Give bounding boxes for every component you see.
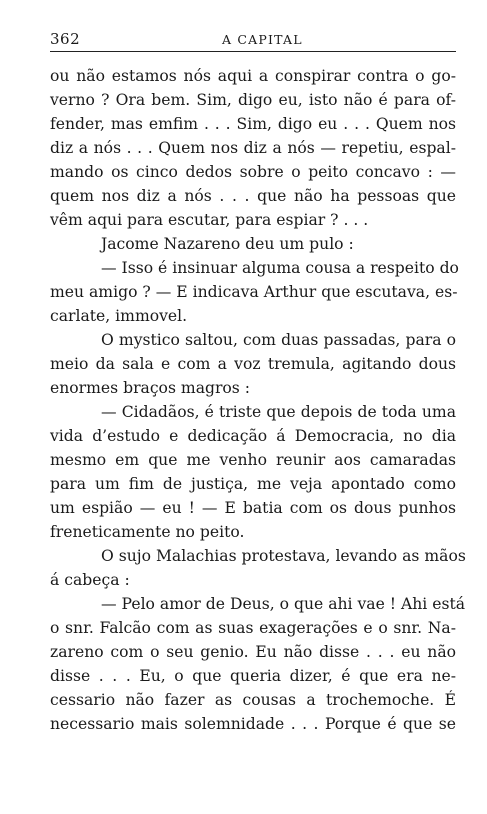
text-line: — Isso é insinuar alguma cousa a respeito do (101, 259, 459, 277)
running-head: A CAPITAL (222, 32, 303, 47)
text-line: para um fim de justiça, me veja apontado como (50, 475, 456, 493)
text-line: diz a nós . . . Quem nos diz a nós — repetiu, espal- (50, 139, 456, 157)
text-line: Jacome Nazareno deu um pulo : (101, 235, 354, 253)
text-line: vida d’estudo e dedicação á Democracia, no dia (50, 427, 456, 445)
text-line: meio da sala e com a voz tremula, agitando dous (50, 355, 456, 373)
text-line: mesmo em que me venho reunir aos camaradas (50, 451, 456, 469)
text-line: necessario mais solemnidade . . . Porque é que se (50, 715, 456, 733)
text-line: fender, mas emfim . . . Sim, digo eu . . . Quem nos (50, 115, 456, 133)
text-line: enormes braços magros : (50, 379, 251, 397)
text-line: mando os cinco dedos sobre o peito concavo : — (50, 163, 456, 181)
text-line: cessario não fazer as cousas a trochemoche. É (50, 691, 456, 709)
text-line: zareno com o seu genio. Eu não disse . . . eu não (50, 643, 456, 661)
text-line: meu amigo ? — E indicava Arthur que escutava, es- (50, 283, 458, 301)
text-line: — Pelo amor de Deus, o que ahi vae ! Ahi está (101, 595, 466, 613)
text-line: ou não estamos nós aqui a conspirar contra o go- (50, 67, 456, 85)
text-line: um espião — eu ! — E batia com os dous punhos (50, 499, 456, 517)
text-line: O mystico saltou, com duas passadas, para o (101, 331, 456, 349)
text-line: quem nos diz a nós . . . que não ha pessoas que (50, 187, 456, 205)
text-line: O sujo Malachias protestava, levando as mãos (101, 547, 466, 565)
text-line: carlate, immovel. (50, 307, 188, 325)
header-rule (50, 51, 456, 52)
text-line: verno ? Ora bem. Sim, digo eu, isto não é para of- (50, 91, 456, 109)
page-header (50, 30, 456, 52)
text-line: á cabeça : (50, 571, 130, 589)
text-line: disse . . . Eu, o que queria dizer, é que era ne- (50, 667, 456, 685)
text-line: o snr. Falcão com as suas exagerações e o snr. Na- (50, 619, 456, 637)
text-line: freneticamente no peito. (50, 523, 245, 541)
page-number: 362 (50, 30, 81, 48)
text-line: — Cidadãos, é triste que depois de toda uma (101, 403, 456, 421)
text-line: vêm aqui para escutar, para espiar ? . . . (50, 211, 369, 229)
